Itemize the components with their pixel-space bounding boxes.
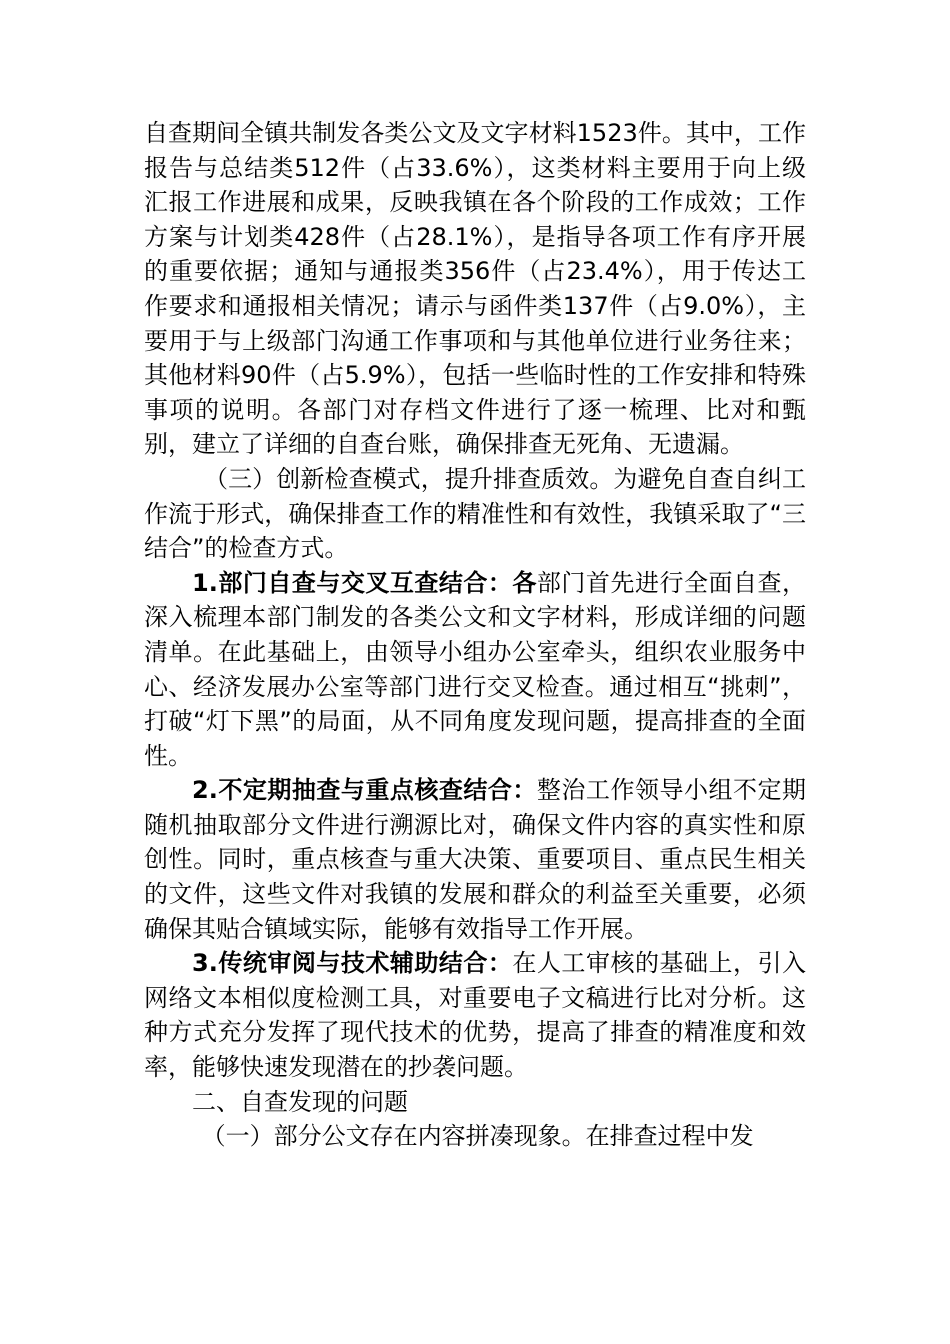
list-item-spot-check	[144, 773, 806, 946]
list-item-lead: 2.不定期抽查与重点核查结合：	[192, 776, 537, 805]
document-body	[144, 116, 806, 1154]
section-heading: 二、自查发现的问题	[192, 1087, 408, 1116]
list-item-cross-check	[144, 566, 806, 774]
list-item-text: 在人工审核的基础上，引入网络文本相似度检测工具，对重要电子文稿进行比对分析。这种方式充分发挥了现代技术的优势，提高了排查的精准度和效率，能够快速发现潜在的抄袭问题。	[144, 949, 806, 1082]
list-item-text: 部门首先进行全面自查，深入梳理本部门制发的各类公文和文字材料，形成详细的问题清单。在此基础上，由领导小组办公室牵头，组织农业服务中心、经济发展办公室等部门进行交叉检查。通过相互“挑刺”，打破“灯下黑”的局面，从不同角度发现问题，提高排查的全面性。	[144, 568, 806, 770]
paragraph-innovation: （三）创新检查模式，提升排查质效。为避免自查自纠工作流于形式，确保排查工作的精准性和有效性，我镇采取了“三结合”的检查方式。	[144, 464, 806, 563]
list-item-lead: 1.部门自查与交叉互查结合：各	[192, 568, 537, 597]
paragraph-statistics: 自查期间全镇共制发各类公文及文字材料1523件。其中，工作报告与总结类512件（占33.6%），这类材料主要用于向上级汇报工作进展和成果，反映我镇在各个阶段的工作成效；工作方案与计划类428件（占28.1%），是指导各项工作有序开展的重要依据；通知与通报类356件（占23.4%），用于传达工作要求和通报相关情况；请示与函件类137件（占9.0%），主要用于与上级部门沟通工作事项和与其他单位进行业务往来；其他材料90件（占5.9%），包括一些临时性的工作安排和特殊事项的说明。各部门对存档文件进行了逐一梳理、比对和甄别，建立了详细的自查台账，确保排查无死角、无遗漏。	[144, 119, 806, 459]
list-item-lead: 3.传统审阅与技术辅助结合：	[192, 949, 513, 978]
list-item-tech-review	[144, 946, 806, 1084]
list-item-text: 整治工作领导小组不定期随机抽取部分文件进行溯源比对，确保文件内容的真实性和原创性。同时，重点核查与重大决策、重要项目、重点民生相关的文件，这些文件对我镇的发展和群众的利益至关重要，必须确保其贴合镇域实际，能够有效指导工作开展。	[144, 776, 806, 943]
paragraph-problem-one: （一）部分公文存在内容拼凑现象。在排查过程中发	[201, 1122, 754, 1151]
